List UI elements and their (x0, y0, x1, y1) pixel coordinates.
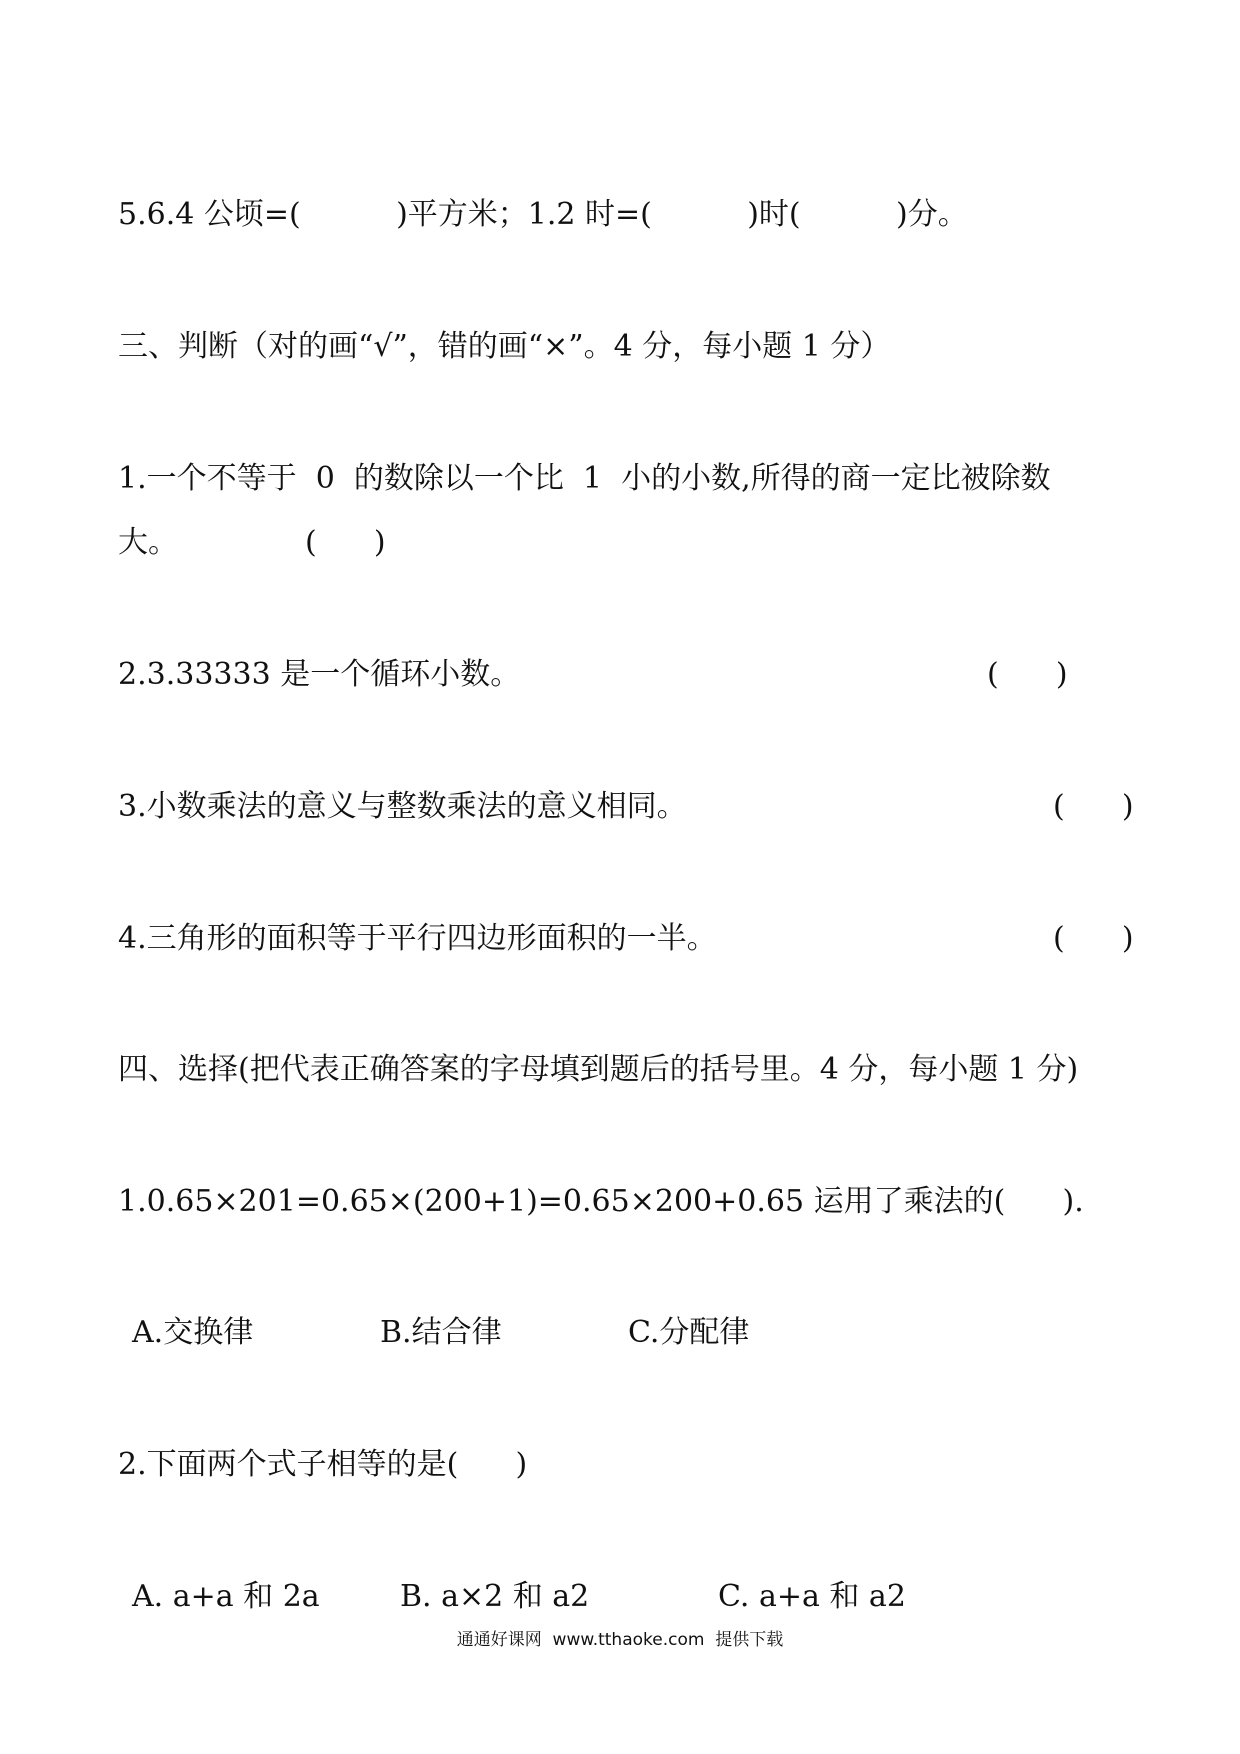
question-3-4: 4.三角形的面积等于平行四边形面积的一半。 (118, 921, 717, 956)
option-4-1-c[interactable]: C.分配律 (628, 1315, 750, 1350)
question-3-3: 3.小数乘法的意义与整数乘法的意义相同。 (118, 789, 687, 824)
section-4-heading: 四、选择(把代表正确答案的字母填到题后的括号里。4 分，每小题 1 分) (118, 1052, 1079, 1087)
section-3-heading: 三、判断（对的画“√”，错的画“×”。4 分，每小题 1 分） (118, 329, 891, 364)
option-4-2-c[interactable]: C. a+a 和 a2 (718, 1579, 906, 1614)
question-4-1: 1.0.65×201=0.65×(200+1)=0.65×200+0.65 运用了乘法的( ). (118, 1184, 1084, 1219)
question-3-1-line2: 大。 (118, 525, 178, 560)
option-4-1-a[interactable]: A.交换律 (132, 1315, 254, 1350)
option-4-2-a[interactable]: A. a+a 和 2a (132, 1579, 320, 1614)
question-3-1-line1: 1.一个不等于 0 的数除以一个比 1 小的小数,所得的商一定比被除数 (118, 461, 1051, 496)
question-4-2: 2.下面两个式子相等的是( ) (118, 1447, 528, 1482)
footer-credit: 通通好课网 www.tthaoke.com 提供下载 (456, 1630, 784, 1650)
option-4-2-b[interactable]: B. a×2 和 a2 (400, 1579, 590, 1614)
question-2-5: 5.6.4 公顷=( )平方米；1.2 时=( )时( )分。 (118, 197, 968, 232)
option-4-1-b[interactable]: B.结合律 (380, 1315, 502, 1350)
answer-paren-3-2[interactable]: ( ) (987, 657, 1068, 692)
answer-paren-3-1[interactable]: ( ) (305, 525, 386, 560)
answer-paren-3-4[interactable]: ( ) (1053, 921, 1134, 956)
question-3-2: 2.3.33333 是一个循环小数。 (118, 657, 521, 692)
answer-paren-3-3[interactable]: ( ) (1053, 789, 1134, 824)
